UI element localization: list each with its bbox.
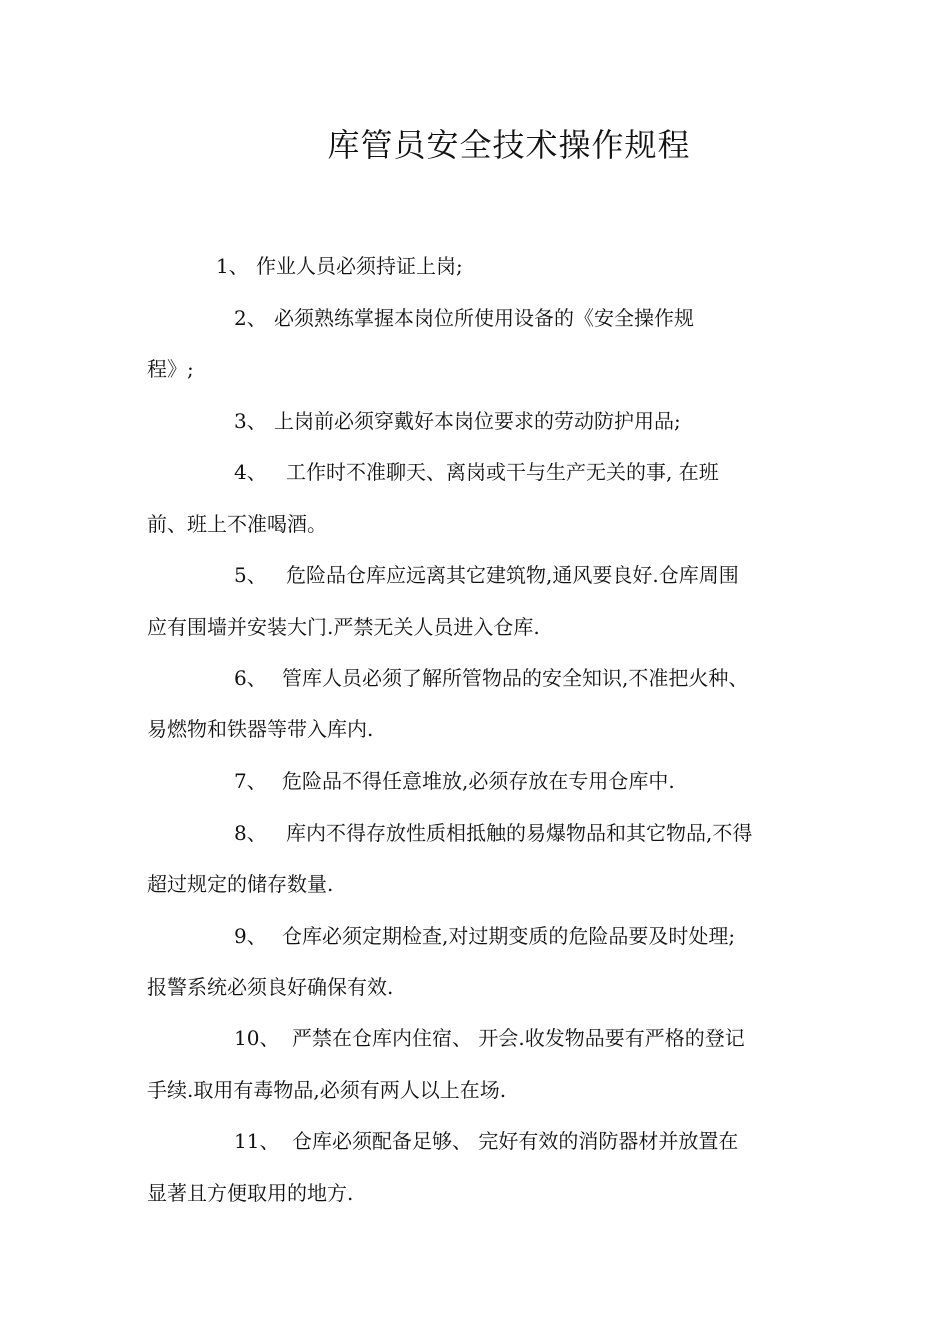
list-item xyxy=(234,456,719,485)
item-number: 3、 xyxy=(234,409,267,433)
item-text: 严禁在仓库内住宿、 开会.收发物品要有严格的登记 xyxy=(292,1026,745,1050)
item-number: 9、 xyxy=(234,924,267,948)
list-item xyxy=(234,405,681,434)
item-continuation: 易燃物和铁器等带入库内. xyxy=(147,717,374,741)
item-number: 4、 xyxy=(234,460,267,484)
item-continuation: 手续.取用有毒物品,必须有两人以上在场. xyxy=(147,1078,507,1102)
item-number: 7、 xyxy=(234,769,267,793)
document-title: 库管员安全技术操作规程 xyxy=(327,126,691,164)
item-number: 2、 xyxy=(234,306,267,330)
item-text: 作业人员必须持证上岗; xyxy=(256,254,463,278)
item-text: 仓库必须配备足够、 完好有效的消防器材并放置在 xyxy=(292,1129,739,1153)
item-continuation: 前、班上不准喝酒。 xyxy=(147,512,327,536)
item-text: 仓库必须定期检查,对过期变质的危险品要及时处理; xyxy=(282,924,736,948)
item-continuation: 报警系统必须良好确保有效. xyxy=(147,975,394,999)
item-text: 库内不得存放性质相抵触的易爆物品和其它物品,不得 xyxy=(286,821,753,845)
list-item xyxy=(234,920,735,949)
item-text: 上岗前必须穿戴好本岗位要求的劳动防护用品; xyxy=(274,409,681,433)
item-continuation: 超过规定的储存数量. xyxy=(147,872,334,896)
item-text: 工作时不准聊天、离岗或干与生产无关的事, 在班 xyxy=(286,460,719,484)
list-item xyxy=(234,1022,745,1051)
list-item xyxy=(234,1125,738,1154)
list-item xyxy=(234,765,675,794)
item-number: 1、 xyxy=(216,254,249,278)
item-continuation: 程》; xyxy=(147,357,194,381)
item-continuation: 应有围墙并安装大门.严禁无关人员进入仓库. xyxy=(147,615,540,639)
item-continuation: 显著且方便取用的地方. xyxy=(147,1181,354,1205)
item-number: 10、 xyxy=(234,1026,280,1050)
item-text: 危险品仓库应远离其它建筑物,通风要良好.仓库周围 xyxy=(286,563,739,587)
list-item xyxy=(234,302,694,331)
item-number: 5、 xyxy=(234,563,267,587)
item-text: 必须熟练掌握本岗位所使用设备的《安全操作规 xyxy=(274,306,694,330)
list-item xyxy=(234,559,739,588)
list-item xyxy=(216,250,463,279)
item-number: 11、 xyxy=(234,1129,280,1153)
item-text: 危险品不得任意堆放,必须存放在专用仓库中. xyxy=(282,769,675,793)
list-item xyxy=(234,817,752,846)
item-number: 8、 xyxy=(234,821,267,845)
item-number: 6、 xyxy=(234,666,267,690)
list-item xyxy=(234,662,748,691)
item-text: 管库人员必须了解所管物品的安全知识,不准把火种、 xyxy=(282,666,749,690)
